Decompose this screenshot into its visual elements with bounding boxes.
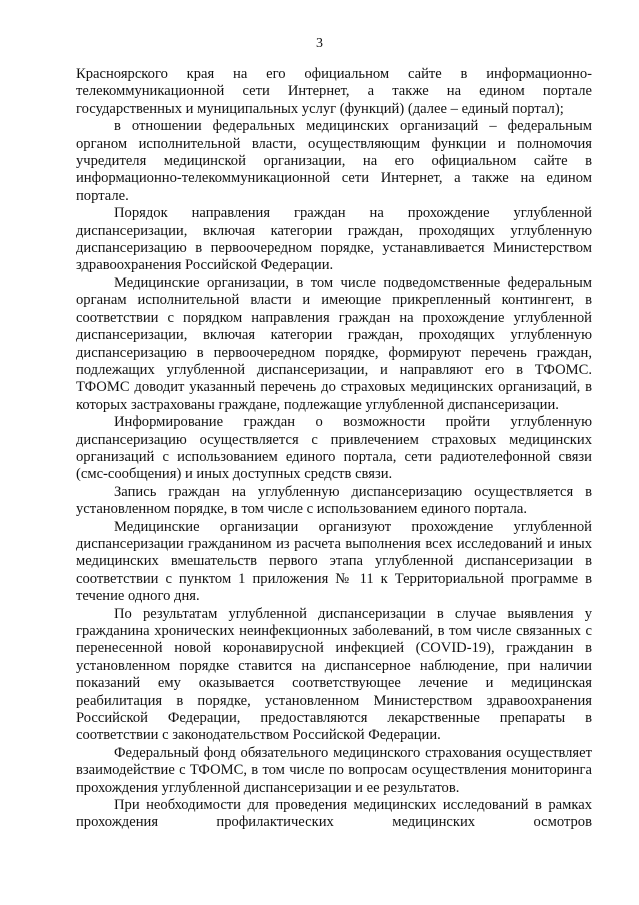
paragraph-2: в отношении федеральных медицинских организаций – федеральным органом исполнительной власти, осуществляющим функции и полномочия учредителя медицинской организации, на его официальном сайте в информационно-телекоммуникационной сети Интернет, а также на едином портале. (76, 118, 592, 204)
page-number: 3 (316, 36, 323, 51)
paragraph-6: Запись граждан на углубленную диспансеризацию осуществляется в установленном порядке, в том числе с использованием единого портала. (76, 483, 592, 518)
paragraph-7: Медицинские организации организуют прохождение углубленной диспансеризации гражданином из расчета выполнения всех исследований и иных медицинских вмешательств первого этапа углубленной диспансеризации в соответствии с пунктом 1 приложения № 11 к Территориальной программе в течение одного дня. (76, 518, 592, 605)
paragraph-10: При необходимости для проведения медицинских исследований в рамках прохождения профилактических медицинских осмотров (76, 797, 592, 831)
paragraph-9: Федеральный фонд обязательного медицинского страхования осуществляет взаимодействие с ТФОМС, в том числе по вопросам осуществления мониторинга прохождения углубленной диспансеризации и ее результатов. (76, 744, 592, 796)
paragraph-5: Информирование граждан о возможности пройти углубленную диспансеризацию осуществляется с привлечением страховых медицинских организаций с использованием единого портала, сети радиотелефонной связи (смс-сообщения) и иных доступных средств связи. (76, 414, 592, 483)
paragraph-1: Красноярского края на его официальном сайте в информационно-телекоммуникационной сети Интернет, а также на едином портале государственных и муниципальных услуг (функций) (далее – единый портал); (76, 66, 592, 117)
paragraph-8: По результатам углубленной диспансеризации в случае выявления у гражданина хронических неинфекционных заболеваний, в том числе связанных с перенесенной новой коронавирусной инфекцией (COVID-19), гражданин в установленном порядке ставится на диспансерное наблюдение, при наличии показаний ему оказывается соответствующее лечение и медицинская реабилитация в порядке, установленном Министерством здравоохранения Российской Федерации, предоставляются лекарственные препараты в соответствии с законодательством Российской Федерации. (76, 605, 592, 744)
paragraph-4: Медицинские организации, в том числе подведомственные федеральным органам исполнительной власти и имеющие прикрепленный контингент, в соответствии с порядком направления граждан на прохождение углубленной диспансеризации, включая категории граждан, проходящих углубленную диспансеризацию в первоочередном порядке, формируют перечень граждан, подлежащих углубленной диспансеризации, и направляют его в ТФОМС. ТФОМС доводит указанный перечень до страховых медицинских организаций, в которых застрахованы граждане, подлежащие углубленной диспансеризации. (76, 274, 592, 413)
paragraph-3: Порядок направления граждан на прохождение углубленной диспансеризации, включая категории граждан, проходящих углубленную диспансеризацию в первоочередном порядке, устанавливается Министерством здравоохранения Российской Федерации. (76, 205, 592, 274)
document-body (76, 66, 592, 832)
